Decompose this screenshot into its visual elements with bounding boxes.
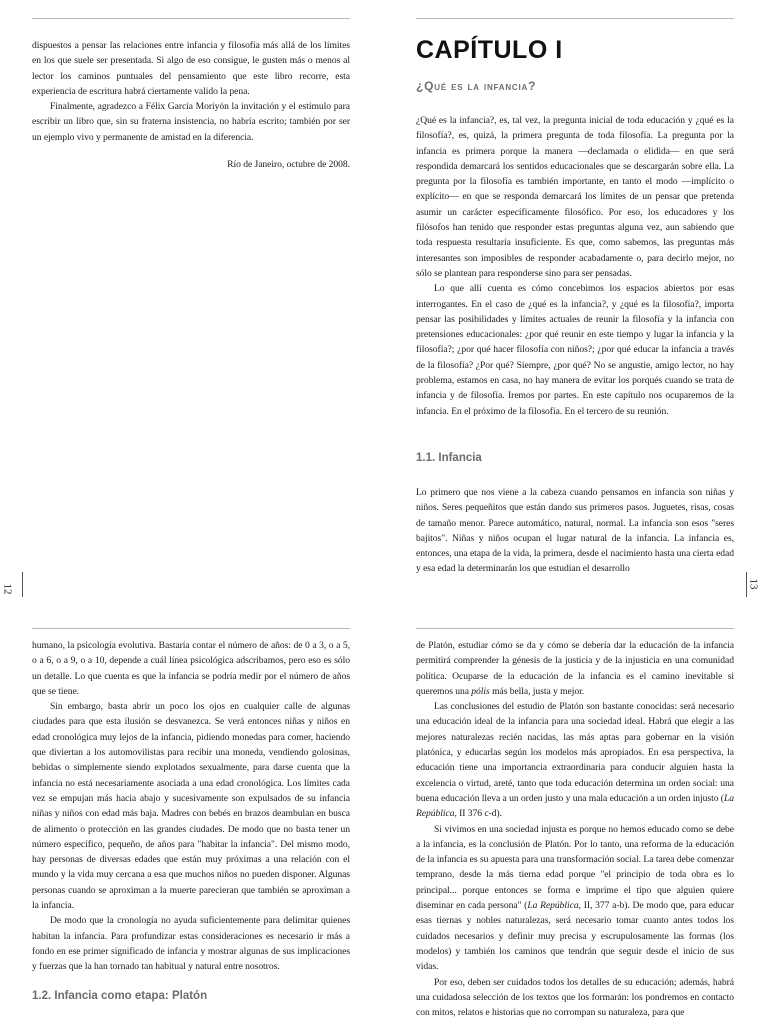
italic-text: La República (527, 900, 579, 912)
paragraph: Por eso, deben ser cuidados todos los detalles de su educación; además, habrá una cuidadosa selección de los textos que los formarán: los pondremos en contacto con mitos, relatos e historias que no corrompan su naturaleza, para que (416, 976, 734, 1019)
page-number: 12 (1, 583, 14, 595)
page-number-rule (22, 572, 23, 597)
paragraph (416, 638, 734, 699)
chapter-title: CAPÍTULO I (416, 36, 563, 64)
signature: Río de Janeiro, octubre de 2008. (227, 159, 350, 171)
italic-text: La República (416, 792, 735, 820)
page-13 (384, 0, 768, 600)
italic-text: pólis (471, 685, 490, 697)
text-run: Si vivimos en una sociedad injusta es porque no hemos educado como se debe a la infancia, es la conclusión de Platón. Por lo tanto, una reforma de la educación de la infancia es su apuesta para una transformación social. La tarea debe comenzar temprano, desde la más tierna edad porque "el principio de toda obra es lo principal... porque entonces se forma e imprime el tipo que alguien quiere diseminar en cada persona" ( (416, 823, 734, 912)
text-run: , II 376 c-d). (454, 808, 502, 820)
paragraph: Lo que allí cuenta es cómo concebimos los espacios abiertos por esas interrogantes. En el caso de ¿qué es la infancia?, y ¿qué es la filosofía?, importa pensar las posibilidades y límites actuales de reunir la filosofía y la infancia con pretensiones educacionales: ¿por qué reunir en este tiempo y lugar la infancia y la filosofía?; ¿por qué hacer filosofía con niños?; ¿por qué educar la infancia a través de la filosofía? ¿Por qué? Siempre, ¿por qué? No se angustie, amigo lector, no hay problema, estamos en casa, no hay manera de evitar los porqués cuando se trata de infancia y de filosofía. Iremos por partes. En este capítulo nos ocuparemos de la infancia. En el próximo de la filosofía. En el tercero de su reunión. (416, 283, 734, 417)
paragraph (416, 699, 734, 821)
chapter-subtitle: ¿Qué es la infancia? (416, 79, 537, 93)
text-run: Las conclusiones del estudio de Platón son bastante conocidas: será necesario una educación ideal de la infancia para una sociedad ideal. Habrá que elegir a las mejores naturalezas recién nacidas, las más aptas para gobernar en la visión platónica, y educarlas según los modelos más apropiados. En esa perspectiva, la educación tiene una importancia extraordinaria para conducir alguien hasta la excelencia o virtud, areté, tanto que toda educación determina un orden social: una buena educación lleva a un orden justo y una mala educación a un orden injusto ( (416, 701, 734, 804)
page-13-body (416, 113, 734, 419)
page-number: 13 (747, 578, 760, 590)
page-15 (384, 610, 768, 1024)
paragraph: ¿Qué es la infancia?, es, tal vez, la pregunta inicial de toda educación y ¿qué es la filosofía?, es, quizá, la primera pregunta de toda filosofía. La pregunta por la infancia es primera porque la manera —declamada o elidida— en que será respondida demarcará los sentidos educacionales que se descargarán sobre ella. La pregunta por la filosofía es también importante, en tanto el modo —implícito o explícito— en que se responda demarcará los límites de un pensar que pretenda asumir un carácter específicamente filosófico. Por eso, los educadores y los filósofos han tenido que responder estas preguntas alguna vez, aun sabiendo que toda respuesta resultaría insuficiente. Es que, como sabemos, las preguntas más interesantes son imposibles de responder acabadamente o, para decirlo mejor, no sólo se plantean para responderse sino para ser pensadas. (416, 115, 734, 279)
page-13-section-body (416, 485, 734, 577)
paragraph: Lo primero que nos viene a la cabeza cuando pensamos en infancia son niñas y niños. Seres pequeñitos que están dando sus primeros pasos. Juguetes, risas, cosas de tamaño menor. Parece automático, natural, normal. La infancia son esos "seres bajitos". Niñas y niños ocupan el lugar natural de la infancia. La infancia es, entonces, una etapa de la vida, la primera, desde el nacimiento hasta una cierta edad y esa edad la determinarán los que estudian el desarrollo (416, 487, 734, 575)
section-heading: 1.2. Infancia como etapa: Platón (32, 990, 208, 1002)
paragraph (416, 822, 734, 975)
page-15-body (416, 638, 734, 1020)
header-rule (416, 18, 734, 19)
page-12 (0, 0, 384, 600)
page-14 (0, 610, 384, 1024)
header-rule (416, 628, 734, 629)
header-rule (32, 628, 350, 629)
paragraph: De modo que la cronología no ayuda suficientemente para delimitar quienes habitan la infancia. Para profundizar estas consideraciones es necesario ir más a fondo en ese primer significado de infancia y mostrar algunas de sus implicaciones y fuerzas que la han tornado tan habitual y natural entre nosotros. (32, 915, 350, 973)
paragraph: dispuestos a pensar las relaciones entre infancia y filosofía más allá de los límites en los que suele ser presentada. Si algo de eso consigue, le gusten más o menos al lector los caminos puntuales del pensamiento que este libro recorre, esta experiencia de escritura habrá ciertamente valido la pena. (32, 40, 350, 97)
text-run: , II, 377 a-b). De modo que, para educar esas tiernas y nobles naturalezas, será necesario tomar cuanto antes todos los cuidados necesarios y definir muy precisa y escrupulosamente las formas (los modelos) y también los caminos que tendrán que seguir desde el inicio de sus vidas. (416, 900, 734, 973)
page-14-body (32, 638, 350, 975)
text-run: de Platón, estudiar cómo se da y cómo se debería dar la educación de la infancia permitirá comprender la génesis de la justicia y de la injusticia en una comunidad política. Ocuparse de la educación de la infancia es el camino inevitable si queremos una (416, 640, 734, 697)
section-heading: 1.1. Infancia (416, 452, 482, 464)
paragraph: humano, la psicología evolutiva. Bastaría contar el número de años: de 0 a 3, o a 5, o a 6, o a 9, o a 10, depende a cuál línea psicológica adscribamos, pero eso es sólo un detalle. Lo que cuenta es que la infancia se podría medir por el número de años que se tiene. (32, 640, 350, 697)
header-rule (32, 18, 350, 19)
paragraph: Finalmente, agradezco a Félix García Moriyón la invitación y el estímulo para escribir un libro que, sin su fraterna insistencia, no habría escrito; también por ser un ejemplo vivo y permanente de amistad en la diferencia. (32, 101, 350, 143)
text-run: más bella, justa y mejor. (489, 685, 585, 697)
paragraph: Sin embargo, basta abrir un poco los ojos en cualquier calle de algunas ciudades para que esta ilusión se desvanezca. Se verá entonces niñas y niños en edad cronológica muy lejos de la infancia, pidiendo monedas para comer, haciendo que diviertan a los automovilistas para recibir una moneda, vendiendo golosinas, bebidas o simplemente siendo explotados sexualmente, para darse cuenta que la infancia no está necesariamente asociada a una edad cronológica. Los límites cada vez se empujan más hacia abajo y sucesivamente son expulsados de su infancia niñas y niños con edad más baja. Madres con bebés en brazos deambulan en busca de alimento o protección en las grandes ciudades. De modo que no basta tener un número específico, pequeño, de años para "habitar la infancia". Del mismo modo, hay personas de diversas edades que están muy próximas a una relación con el mundo y la vida muy cercana a esa que muchos niños no pueden disponer. Algunas personas cuando se aproximan a la muerte parecieran que también se aproximan a la infancia. (32, 701, 350, 912)
page-12-body (32, 38, 350, 172)
